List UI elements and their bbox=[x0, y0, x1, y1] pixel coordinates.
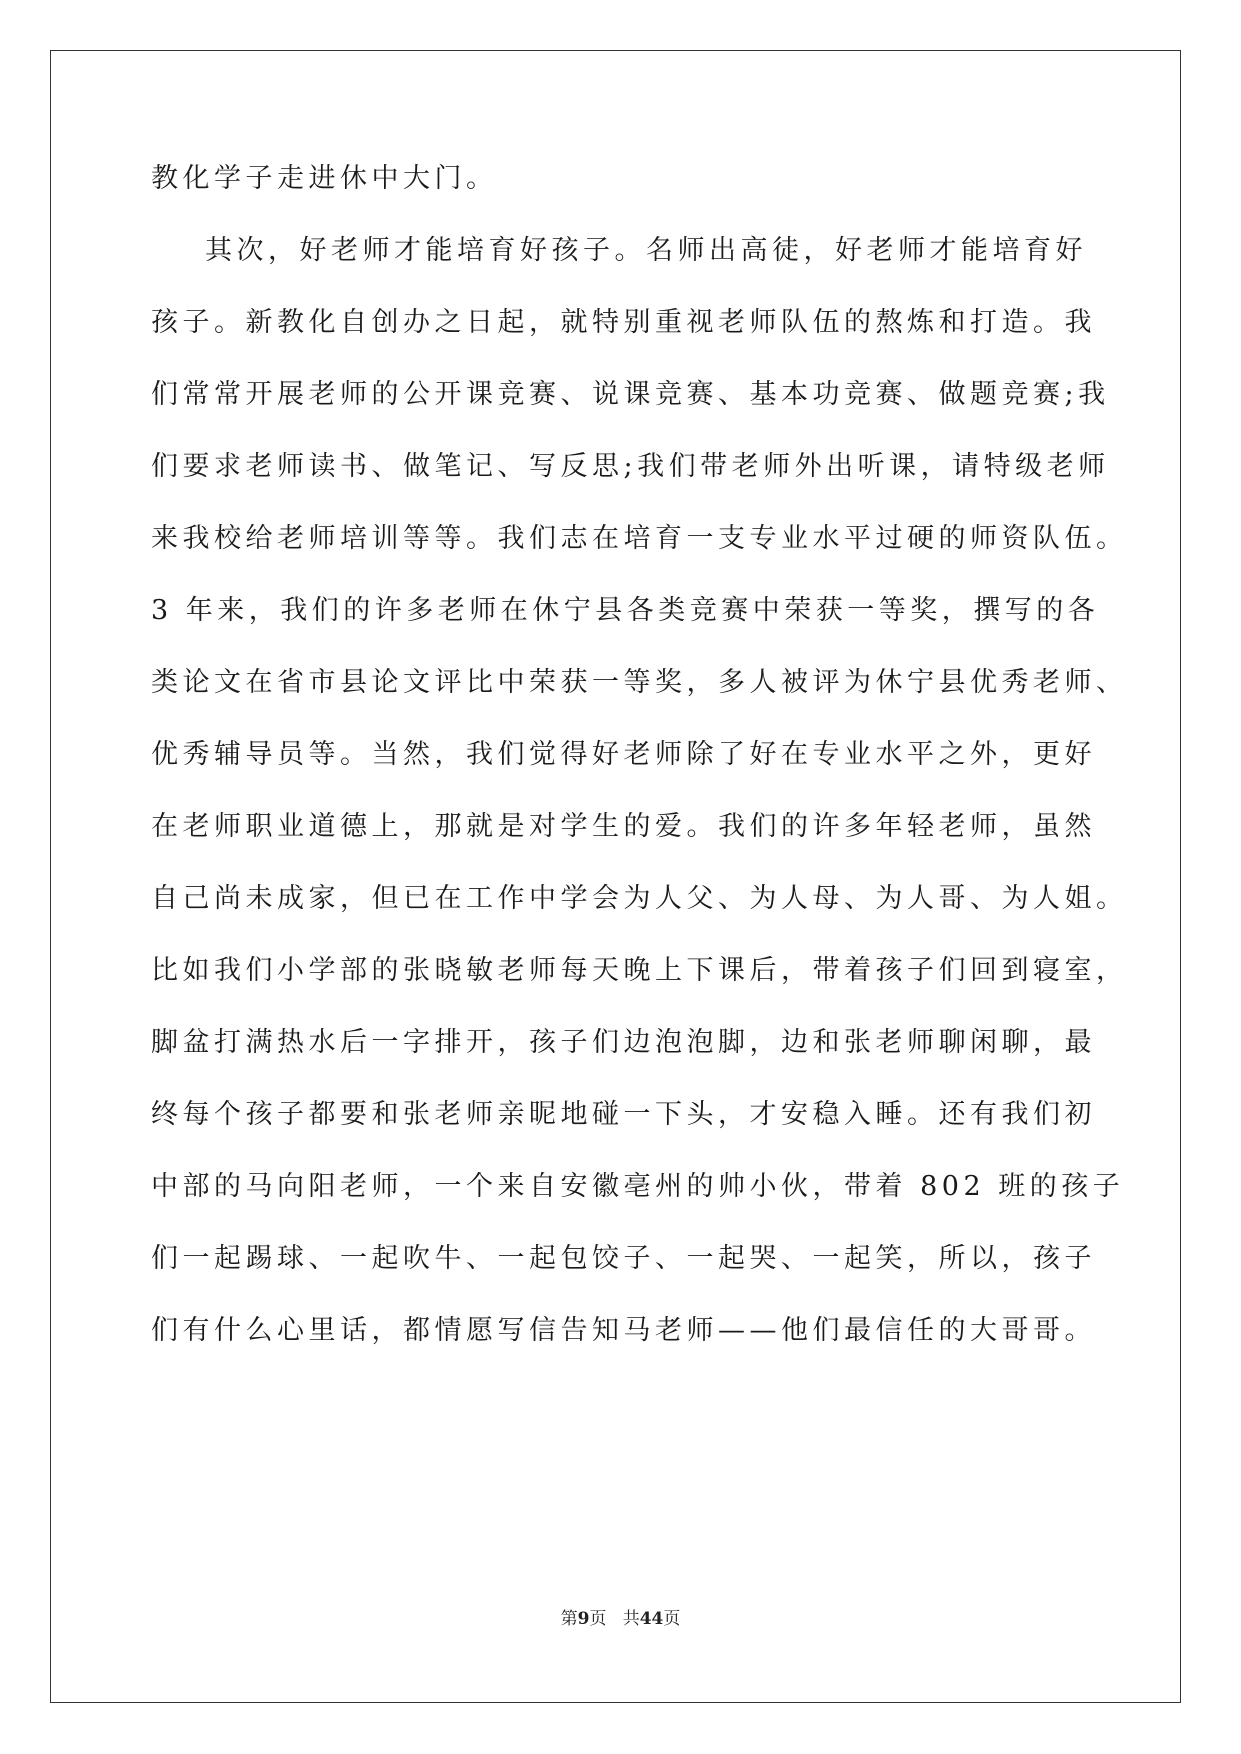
text-line: 们一起踢球、一起吹牛、一起包饺子、一起哭、一起笑，所以，孩子 bbox=[151, 1243, 1096, 1274]
paragraph-first-line: 其次，好老师才能培育好孩子。名师出高徒，好老师才能培育好 bbox=[205, 235, 1087, 266]
text-line: 中部的马向阳老师，一个来自安徽亳州的帅小伙，带着 802 班的孩子 bbox=[151, 1171, 1125, 1202]
text-line: 们要求老师读书、做笔记、写反思;我们带老师外出听课，请特级老师 bbox=[151, 451, 1110, 482]
text-line: 们有什么心里话，都情愿写信告知马老师——他们最信任的大哥哥。 bbox=[151, 1315, 1096, 1346]
text-line: 类论文在省市县论文评比中荣获一等奖，多人被评为休宁县优秀老师、 bbox=[151, 667, 1128, 698]
text-line: 3 年来，我们的许多老师在休宁县各类竞赛中荣获一等奖，撰写的各 bbox=[151, 595, 1100, 626]
text-line: 来我校给老师培训等等。我们志在培育一支专业水平过硬的师资队伍。 bbox=[151, 523, 1128, 554]
page-number: 9 bbox=[577, 1609, 590, 1629]
text-line: 教化学子走进休中大门。 bbox=[151, 163, 498, 194]
page-border bbox=[50, 50, 1181, 1703]
text-line: 在老师职业道德上，那就是对学生的爱。我们的许多年轻老师，虽然 bbox=[151, 811, 1096, 842]
page-footer bbox=[0, 1609, 1241, 1629]
text-line: 自己尚未成家，但已在工作中学会为人父、为人母、为人哥、为人姐。 bbox=[151, 883, 1128, 914]
text-line: 比如我们小学部的张晓敏老师每天晚上下课后，带着孩子们回到寝室， bbox=[151, 955, 1128, 986]
total-prefix: 共 bbox=[622, 1609, 640, 1629]
text-line: 们常常开展老师的公开课竞赛、说课竞赛、基本功竞赛、做题竞赛;我 bbox=[151, 379, 1110, 410]
text-line: 孩子。新教化自创办之日起，就特别重视老师队伍的熬炼和打造。我 bbox=[151, 307, 1096, 338]
text-line: 脚盆打满热水后一字排开，孩子们边泡泡脚，边和张老师聊闲聊，最 bbox=[151, 1027, 1096, 1058]
total-pages: 44 bbox=[639, 1609, 664, 1629]
page-suffix: 页 bbox=[589, 1609, 607, 1629]
text-line: 终每个孩子都要和张老师亲昵地碰一下头，才安稳入睡。还有我们初 bbox=[151, 1099, 1096, 1130]
page-prefix: 第 bbox=[560, 1609, 578, 1629]
text-line: 优秀辅导员等。当然，我们觉得好老师除了好在专业水平之外，更好 bbox=[151, 739, 1096, 770]
total-suffix: 页 bbox=[663, 1609, 681, 1629]
